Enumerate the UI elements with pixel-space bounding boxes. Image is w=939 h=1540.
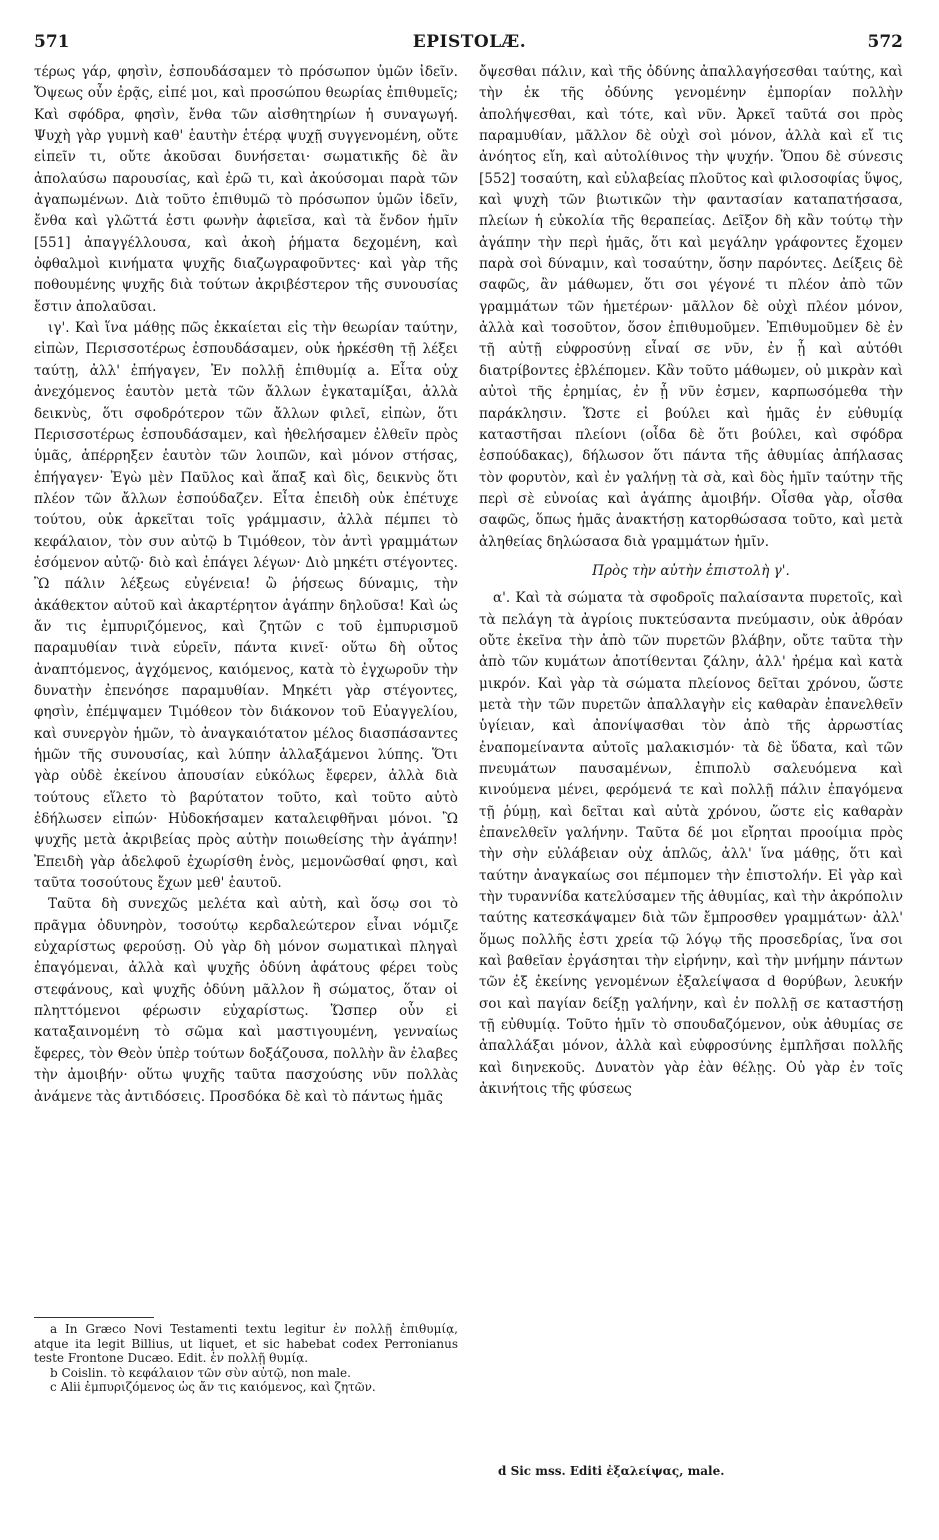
left-column — [34, 62, 458, 1108]
left-paragraph-2: ιγ'. Καὶ ἵνα μάθῃς πῶς ἐκκαίεται εἰς τὴν θεωρίαν ταύτην, εἰπὼν, Περισσοτέρως ἐσπουδάσαμεν, οὐκ ἠρκέσθη τῇ λέξει ταύτῃ, ἀλλ' ἐπήγαγεν, Ἐν πολλῇ ἐπιθυμίᾳ a. Εἶτα οὐχ ἀνεχόμενος ἑαυτὸν μετὰ τῶν ἄλλων ἐγκαταμίξαι, ἀλλὰ δεικνὺς, ὅτι σφοδρότερον τῶν ἄλλων φιλεῖ, εἰπὼν, ὅτι Περισσοτέρως ἐσπουδάσαμεν, καὶ ἠθελήσαμεν ἐλθεῖν πρὸς ὑμᾶς, ἀπέρρηξεν ἑαυτὸν τῶν λοιπῶν, καὶ μόνον στήσας, ἐπήγαγεν· Ἐγὼ μὲν Παῦλος καὶ ἅπαξ καὶ δὶς, δεικνὺς ὅτι πλέον τῶν ἄλλων ἐσπούδαζεν. Εἶτα ἐπειδὴ οὐκ ἐπέτυχε τούτου, οὐκ ἀρκεῖται τοῖς γράμμασιν, ἀλλὰ πέμπει τὸ κεφάλαιον, τὸν συν αὐτῷ b Τιμόθεον, τὸν ἀντὶ γραμμάτων ἐσόμενον αὐτῷ· διὸ καὶ ἐπάγει λέγων· Διὸ μηκέτι στέγοντες. Ὢ πάλιν λέξεως εὐγένεια! ὢ ῥήσεως δύναμις, τὴν ἀκάθεκτον αὐτοῦ καὶ ἀκαρτέρητον ἀγάπην δηλοῦσα! Καὶ ὡς ἄν τις ἐμπυριζόμενος, καὶ ζητῶν c τοῦ ἐμπυρισμοῦ παραμυθίαν τινὰ εὑρεῖν, πάντα κινεῖ· οὕτω δὴ οὗτος ἀναπτόμενος, ἀγχόμενος, καιόμενος, κατὰ τὸ ἐγχωροῦν τὴν δυνατὴν ἐπενόησε παραμυθίαν. Μηκέτι γὰρ στέγοντες, φησὶν, ἐπέμψαμεν Τιμόθεον τὸν διάκονον τοῦ Εὐαγγελίου, καὶ συνεργὸν ἡμῶν, τὸ ἀναγκαιότατον μέλος διασπάσαντες ἡμῶν τῆς συνουσίας, καὶ λύπην ἀλλαξάμενοι λύπης. Ὅτι γὰρ οὐδὲ ἐκείνου ἀπουσίαν εὐκόλως ἔφερεν, ἀλλὰ διὰ τούτους εἵλετο τὸ βαρύτατον τοῦτο, καὶ τοῦτο αὐτὸ ἐδήλωσεν εἰπών· Ηὐδοκήσαμεν καταλειφθῆναι μόνοι. Ὢ ψυχῆς μετὰ ἀκριβείας πρὸς αὐτὴν ποιωθείσης τὴν ἀγάπην! Ἐπειδὴ γὰρ ἀδελφοῦ ἐχωρίσθη ἑνὸς, μεμονῶσθαί φησι, καὶ ταῦτα τοσούτους ἔχων μεθ' ἑαυτοῦ. — [34, 320, 458, 892]
footnote-rule — [34, 1317, 154, 1318]
letter-heading: Πρὸς τὴν αὐτὴν ἐπιστολὴ γ'. — [592, 562, 790, 579]
page-number-right: 572 — [867, 32, 903, 52]
footnotes-left — [34, 1322, 458, 1395]
footnote-d: d Sic mss. Editi ἐξαλείψας, male. — [498, 1464, 725, 1478]
right-column — [479, 62, 903, 1101]
running-title: EPISTOLÆ. — [412, 32, 527, 52]
footnote-c: c Alii ἐμπυριζόμενος ὡς ἄν τις καιόμενος, καὶ ζητῶν. — [50, 1380, 376, 1394]
footnote-a: a In Græco Novi Testamenti textu legitur ἐν πολλῇ ἐπιθυμίᾳ, atque ita legit Billius, ut liquet, et sic habebat codex Perronianus teste Frontone Ducæo. Edit. ἐν πολλῇ θυμίᾳ. — [34, 1322, 458, 1365]
left-paragraph-3: Ταῦτα δὴ συνεχῶς μελέτα καὶ αὐτὴ, καὶ ὅσῳ σοι τὸ πρᾶγμα ὀδυνηρὸν, τοσούτῳ κερδαλεώτερον εἶναι νόμιζε εὐχαρίστως φερούσῃ. Οὐ γὰρ δὴ μόνον σωματικαὶ πληγαὶ ἐπαγόμεναι, ἀλλὰ καὶ ψυχῆς ὀδύνη ἀφάτους φέρει τοὺς στεφάνους, καὶ ψυχῆς ὀδύνη μᾶλλον ἢ σώματος, ὅταν οἱ πληττόμενοι φέρωσιν εὐχαρίστως. Ὥσπερ οὖν εἰ καταξαινομένη τὸ σῶμα καὶ μαστιγουμένη, γενναίως ἔφερες, τὸν Θεὸν ὑπὲρ τούτων δοξάζουσα, πολλὴν ἂν ἐλαβες τὴν ἀμοιβήν· οὕτω ψυχῆς ταῦτα πασχούσης νῦν πολλὰς ἀνάμενε τὰς ἀντιδόσεις. Προσδόκα δὲ καὶ τὸ πάντως ἡμᾶς — [34, 896, 458, 1105]
page-number-left: 571 — [34, 32, 70, 52]
left-paragraph-1: τέρως γάρ, φησὶν, ἐσπουδάσαμεν τὸ πρόσωπον ὑμῶν ἰδεῖν. Ὄψεως οὖν ἐρᾷς, εἰπέ μοι, καὶ προσώπου θεωρίας ἐπιθυμεῖς; Καὶ σφόδρα, φησὶν, ἔνθα τῶν αἰσθητηρίων ἡ συναγωγή. Ψυχὴ γὰρ γυμνὴ καθ' ἑαυτὴν ἑτέρᾳ ψυχῇ συγγενομένη, οὔτε εἰπεῖν τι, οὔτε ἀκοῦσαι δυνήσεται· σωματικῆς δὲ ἂν ἀπολαύσω παρουσίας, καὶ ἐρῶ τι, καὶ ἀκούσομαι παρὰ τῶν ἀγαπωμένων. Διὰ τοῦτο ἐπιθυμῶ τὸ πρόσωπον ὑμῶν ἰδεῖν, ἔνθα καὶ γλῶττά ἐστι φωνὴν ἀφιεῖσα, καὶ τὰ ἔνδον ἡμῖν [551] ἀπαγγέλλουσα, καὶ ἀκοὴ ῥήματα δεχομένη, καὶ ὀφθαλμοὶ κινήματα ψυχῆς διαζωγραφοῦντες· καὶ γὰρ τῆς ποθουμένης ψυχῆς διὰ τούτων ἀκριβέστερον τῆς συνουσίας ἔστιν ἀπολαῦσαι. — [34, 64, 458, 315]
right-paragraph-2: α'. Καὶ τὰ σώματα τὰ σφοδροῖς παλαίσαντα πυρετοῖς, καὶ τὰ πελάγη τὰ ἀγρίοις πυκτεύσαντα πνεύμασιν, οὐκ ἀθρόαν οὔτε ἐκεῖνα τὴν ἀπὸ τῶν πυρετῶν βλάβην, οὔτε ταῦτα τὴν ἀπὸ τῶν κυμάτων ἀποτίθενται ζάλην, ἀλλ' ἠρέμα καὶ κατὰ μικρόν. Καὶ γὰρ τὰ σώματα πλείονος δεῖται χρόνου, ὥστε μετὰ τὴν τῶν πυρετῶν ἀπαλλαγὴν εἰς καθαρὰν ἐπανελθεῖν ὑγίειαν, καὶ ἀπονίψασθαι τὸν ἀπὸ τῆς ἀρρωστίας ἐναπομείναντα αὐτοῖς μαλακισμόν· τὰ δὲ ὕδατα, καὶ τῶν πνευμάτων παυσαμένων, ἐπιπολὺ σαλευόμενα καὶ κινούμενα μένει, φερόμενά τε καὶ πολλῇ πάλιν ἐπαγόμενα τῇ ῥύμῃ, καὶ δεῖται καὶ αὐτὰ χρόνου, ὥστε εἰς καθαρὰν ἐπανελθεῖν γαλήνην. Ταῦτα δέ μοι εἴρηται προοίμια πρὸς τὴν σὴν εὐλάβειαν οὐχ ἁπλῶς, ἀλλ' ἵνα μάθῃς, ὅτι καὶ ταύτην ἀναγκαίως σοι πέμπομεν τὴν ἐπιστολήν. Εἰ γὰρ καὶ τὴν τυραννίδα κατελύσαμεν τῆς ἀθυμίας, καὶ τὴν ἀκρόπολιν ταύτης κατεσκάψαμεν διὰ τῶν ἔμπροσθεν γραμμάτων· ἀλλ' ὅμως πολλῆς ἐστι χρεία τῷ λόγῳ τῆς προσεδρίας, ἵνα σοι καὶ βαθεῖαν ἐργάσηται τὴν εἰρήνην, καὶ τὴν μνήμην πάντων τῶν ἐξ ἐκείνης γενομένων ἐξαλείψασα d θορύβων, λευκήν σοι καὶ παγίαν δείξῃ γαλήνην, καὶ ἐν πολλῇ σε καταστήσῃ τῇ εὐθυμίᾳ. Τοῦτο ἡμῖν τὸ σπουδαζόμενον, οὐκ ἀθυμίας σε ἀπαλλάξαι μόνον, ἀλλὰ καὶ εὐφροσύνης ἐμπλῆσαι πολλῆς καὶ διηνεκοῦς. Δυνατὸν γὰρ ἐὰν θέλῃς. Οὐ γὰρ ἐν τοῖς ἀκινήτοις τῆς φύσεως — [479, 590, 903, 1098]
footnote-b: b Coislin. τὸ κεφάλαιον τῶν σὺν αὐτῷ, non male. — [50, 1365, 351, 1380]
right-paragraph-1: ὄψεσθαι πάλιν, καὶ τῆς ὀδύνης ἀπαλλαγήσεσθαι ταύτης, καὶ τὴν ἐκ τῆς ὀδύνης γενομένην ἐμπορίαν πολλὴν ἀπολήψεσθαι, καὶ τότε, καὶ νῦν. Ἀρκεῖ ταῦτά σοι πρὸς παραμυθίαν, μᾶλλον δὲ οὐχὶ σοὶ μόνον, ἀλλὰ καὶ εἴ τις ἀνόητος εἴη, καὶ αὐτολίθινος τὴν ψυχήν. Ὅπου δὲ σύνεσις [552] τοσαύτη, καὶ εὐλαβείας πλοῦτος καὶ φιλοσοφίας ὕψος, καὶ ψυχὴ τῶν βιωτικῶν τὴν φαντασίαν καταπατήσασα, πλείων ἡ εὐκολία τῆς θεραπείας. Δεῖξον δὴ κἂν τούτῳ τὴν ἀγάπην τὴν περὶ ἡμᾶς, ὅτι καὶ μεγάλην γράφοντες ἔχομεν παρὰ σοὶ δύναμιν, καὶ τοσαύτην, ὅσην παρόντες. Δείξεις δὲ σαφῶς, ἂν μάθωμεν, ὅτι σοι γέγονέ τι πλέον ἀπὸ τῶν γραμμάτων τῶν ἡμετέρων· μᾶλλον δὲ οὐχὶ πλέον μόνον, ἀλλὰ καὶ τοσοῦτον, ὅσον ἐπιθυμοῦμεν. Ἐπιθυμοῦμεν δὲ ἐν τῇ αὐτῇ εὐφροσύνῃ εἶναί σε νῦν, ἐν ᾗ καὶ αὐτόθι διατρίβοντες ἐβλέπομεν. Κἂν τοῦτο μάθωμεν, οὐ μικρὰν καὶ αὐτοὶ τῆς ἐρημίας, ἐν ᾗ νῦν ἐσμεν, καρπωσόμεθα τὴν παράκλησιν. Ὥστε εἰ βούλει καὶ ἡμᾶς ἐν εὐθυμίᾳ καταστῆσαι πλείονι (οἶδα δὲ ὅτι βούλει, καὶ σφόδρα ἐσπούδακας), δήλωσον ὅτι πάντα τῆς ἀθυμίας ἀπήλασας τὸν φορυτὸν, καὶ ἐν γαλήνῃ τὰ σὰ, καὶ δὸς ἡμῖν ταύτην τῆς περὶ σὲ εὐνοίας καὶ ἀγάπης ἀμοιβήν. Οἶσθα γὰρ, οἶσθα σαφῶς, ὅπως ἡμᾶς ἀνακτήσῃ κατορθώσασα τοῦτο, καὶ μετὰ ἀληθείας δηλώσασα διὰ γραμμάτων ἡμῖν. — [479, 64, 903, 550]
